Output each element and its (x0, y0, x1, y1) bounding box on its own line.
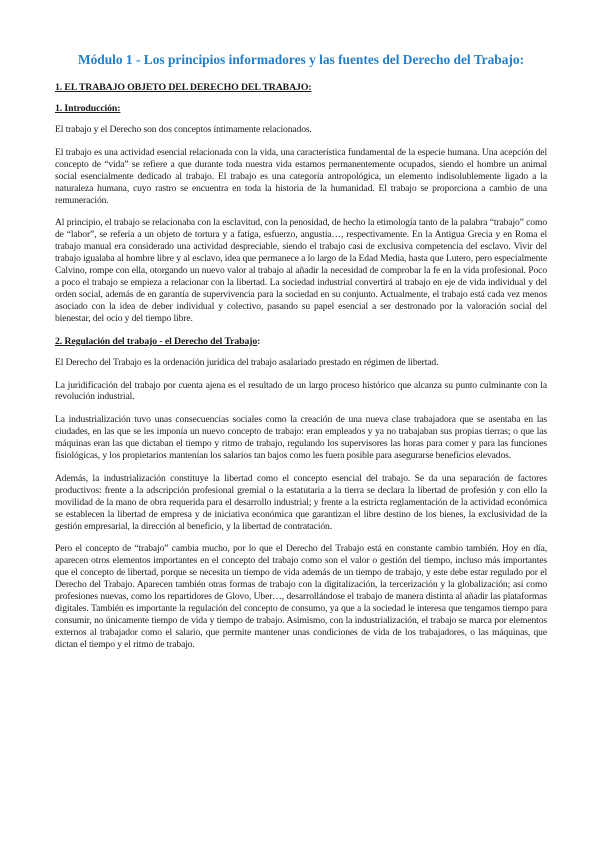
subsection-heading-colon: : (257, 335, 261, 347)
paragraph: El Derecho del Trabajo es la ordenación jurídica del trabajo asalariado prestado en régimen de libertad. (55, 356, 439, 368)
section-heading-1: 1. EL TRABAJO OBJETO DEL DERECHO DEL TRABAJO: (55, 82, 312, 93)
paragraph: Pero el concepto de “trabajo” cambia mucho, por lo que el Derecho del Trabajo está en constante cambio también. Hoy en día, aparecen otros elementos importantes en el concepto del trabajo como son el valor o gestión del tiempo, incluso más importantes que el concepto de libertad, porque se necesita un tiempo de vida además de un tiempo de trabajo, y este debe estar regulado por el Derecho del Trabajo. Aparecen también otras formas de trabajo con la digitalización, la tercerización y la globalización; así como profesiones nuevas, como los repartidores de Glovo, Uber…, desarrollándose el trabajo de manera distinta al añadir las plataformas digitales. También es importante la regulación del concepto de consumo, ya que a la sociedad le interesa que tengamos tiempo para consumir, no únicamente tiempo de vida y tiempo de trabajo. Asimismo, con la industrialización, el trabajo se marca por elementos externos al trabajador como el salario, que permite mantener unas condiciones de vida de los trabajadores, o las máquinas, que dictan el tiempo y el ritmo de trabajo. (55, 543, 547, 650)
paragraph: La industrialización tuvo unas consecuencias sociales como la creación de una nueva clase trabajadora que se asentaba en las ciudades, en las que se les imponía un nuevo concepto de trabajo: eran empleados y ya no trabajaban sus propias tierras; o que las máquinas eran las que dictaban el tiempo y ritmo de trabajo, regulando los supervisores las horas para comer y para las funciones fisiológicas, y los propietarios mantenían los salarios tan bajos como les fuera posible para asegurarse beneficios elevados. (55, 414, 547, 462)
document-title: Módulo 1 - Los principios informadores y las fuentes del Derecho del Trabajo: (77, 52, 525, 67)
subsection-heading-introduccion: 1. Introducción: (55, 103, 121, 114)
paragraph: El trabajo y el Derecho son dos conceptos íntimamente relacionados. (55, 124, 312, 135)
subsection-heading-regulacion (55, 336, 547, 348)
paragraph: La juridificación del trabajo por cuenta ajena es el resultado de un largo proceso histórico que alcanza su punto culminante con la revolución industrial. (55, 379, 547, 403)
subsection-heading-text: 2. Regulación del trabajo - el Derecho del Trabajo (55, 335, 258, 347)
paragraph: Además, la industrialización constituye la libertad como el concepto esencial del trabajo. Se da una separación de factores productivos: frente a la adscripción profesional gremial o la estatutaria a la tierra se declara la libertad de profesión y con ello la movilidad de la mano de obra requerida para el desarrollo industrial; y frente a la estricta reglamentación de la actividad económica se establecen la libertad de empresa y de iniciativa económica que garantizan el libre destino de los bienes, la exclusividad de la gestión empresarial, la dirección al beneficio, y la libertad de contratación. (55, 472, 547, 532)
paragraph: Al principio, el trabajo se relacionaba con la esclavitud, con la penosidad, de hecho la etimología tanto de la palabra “trabajo” como de “labor”, se refería a un objeto de tortura y a fatiga, esfuerzo, angustia…, respectivamente. En la Antigua Grecia y en Roma el trabajo manual era considerado una actividad despreciable, siendo el trabajo casi de exclusiva competencia del esclavo. Vivir del trabajo igualaba al hombre libre y al esclavo, idea que permanece a lo largo de la Edad Media, hasta que Lutero, pero especialmente Calvino, rompe con ella, otorgando un nuevo valor al trabajo al añadir la necesidad de comprobar la fe en la vida profesional. Poco a poco el trabajo se empieza a relacionar con la libertad. La sociedad industrial convertirá al trabajo en eje de vida individual y del orden social, además de en garantía de supervivencia para la sociedad en su conjunto. Actualmente, el trabajo está cada vez menos asociado con la idea de deber individual y colectivo, pasando su papel esencial a ser destronado por la valoración social del bienestar, del ocio y del tiempo libre. (55, 217, 547, 324)
paragraph: El trabajo es una actividad esencial relacionada con la vida, una característica fundamental de la especie humana. Una acepción del concepto de “vida” se refiere a que durante toda nuestra vida estamos permanentemente ocupados, siendo el hombre un animal social esencialmente dedicado al trabajo. El trabajo es una categoría antropológica, un elemento indisolublemente ligado a la naturaleza humana, cuyo rastro se encuentra en toda la historia de la humanidad. El trabajo se proporciona a cambio de una remuneración. (55, 146, 547, 206)
document-page (55, 52, 547, 662)
